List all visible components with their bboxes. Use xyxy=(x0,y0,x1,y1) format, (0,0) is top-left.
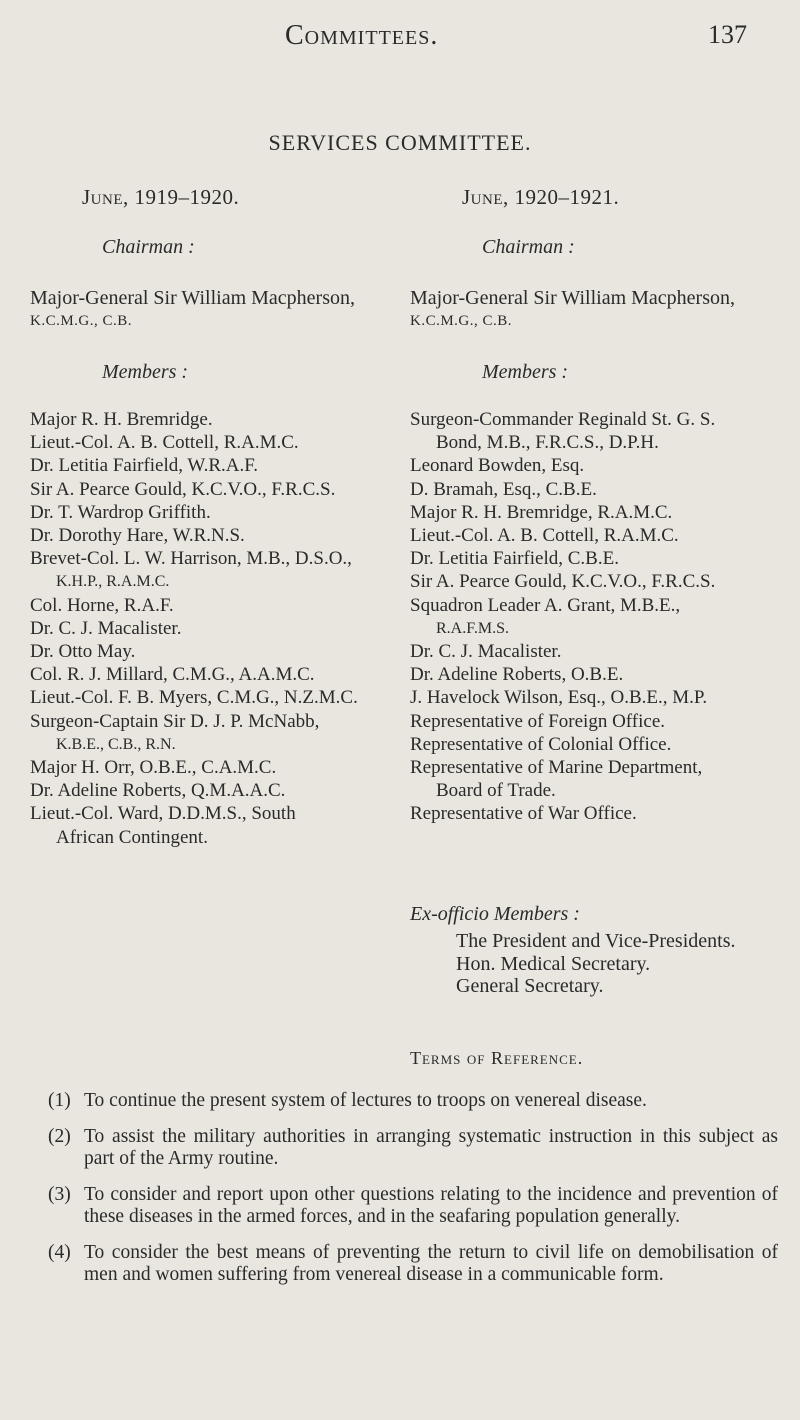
left-chairman xyxy=(30,287,410,333)
term-number: (4) xyxy=(48,1241,71,1263)
term-text: To consider the best means of preventing the return to civil life on demobilisation of men and women suffering from venereal disease in a communicable form. xyxy=(84,1241,778,1285)
member-entry: Major H. Orr, O.B.E., C.A.M.C. xyxy=(30,757,277,779)
terms-of-reference-title: Terms of Reference. xyxy=(410,1048,584,1068)
member-entry: Dr. Dorothy Hare, W.R.N.S. xyxy=(30,525,245,547)
member-entry: J. Havelock Wilson, Esq., O.B.E., M.P. xyxy=(410,687,708,709)
member-entry: Dr. Otto May. xyxy=(30,641,136,663)
term-item xyxy=(48,1242,778,1287)
member-entry: Dr. T. Wardrop Griffith. xyxy=(30,501,211,523)
member-entry: Squadron Leader A. Grant, M.B.E., xyxy=(410,594,681,616)
member-entry: Dr. C. J. Macalister. xyxy=(410,641,562,663)
page-number: 137 xyxy=(708,20,747,49)
member-entry: Representative of War Office. xyxy=(410,803,637,825)
left-chairman-honours: K.C.M.G., C.B. xyxy=(30,313,133,329)
term-text: To consider and report upon other questions relating to the incidence and prevention of these diseases in the armed forces, and in the seafaring population generally. xyxy=(84,1183,778,1227)
member-entry: Representative of Foreign Office. xyxy=(410,710,666,732)
term-text: To continue the present system of lectures to troops on venereal disease. xyxy=(84,1090,647,1111)
member-entry-continuation: African Contingent. xyxy=(56,826,208,848)
member-entry: Representative of Colonial Office. xyxy=(410,733,672,755)
member-entry: Surgeon-Captain Sir D. J. P. McNabb, xyxy=(30,710,320,732)
member-entry: Col. R. J. Millard, C.M.G., A.A.M.C. xyxy=(30,664,315,686)
member-entry: Major R. H. Bremridge, R.A.M.C. xyxy=(410,501,673,523)
term-item xyxy=(48,1184,778,1229)
right-chairman-honours: K.C.M.G., C.B. xyxy=(410,313,513,329)
member-entry: Lieut.-Col. A. B. Cottell, R.A.M.C. xyxy=(410,525,679,547)
right-column xyxy=(410,185,800,826)
left-column xyxy=(30,185,410,849)
running-head xyxy=(0,20,800,60)
member-entry: Sir A. Pearce Gould, K.C.V.O., F.R.C.S. xyxy=(30,478,336,500)
left-members-list xyxy=(30,408,410,849)
left-members-label: Members : xyxy=(102,361,189,383)
running-head-title: Committees. xyxy=(285,20,439,51)
member-entry: Representative of Marine Department, xyxy=(410,757,703,779)
member-entry: Sir A. Pearce Gould, K.C.V.O., F.R.C.S. xyxy=(410,571,716,593)
exofficio-label: Ex-officio Members : xyxy=(410,903,580,925)
member-entry-continuation: K.H.P., R.A.M.C. xyxy=(56,573,170,591)
exofficio-entry: General Secretary. xyxy=(456,975,604,997)
term-text: To assist the military authorities in arranging systematic instruction in this subject as part of the Army routine. xyxy=(84,1125,778,1169)
member-entry: Lieut.-Col. F. B. Myers, C.M.G., N.Z.M.C. xyxy=(30,687,358,709)
member-entry: Col. Horne, R.A.F. xyxy=(30,594,174,616)
exofficio-entry: The President and Vice-Presidents. xyxy=(456,930,736,952)
right-chairman-name: Major-General Sir William Macpherson, xyxy=(410,287,735,309)
exofficio-entry: Hon. Medical Secretary. xyxy=(456,952,651,975)
member-entry-continuation: R.A.F.M.S. xyxy=(436,619,509,637)
term-number: (1) xyxy=(48,1090,71,1111)
member-entry: Surgeon-Commander Reginald St. G. S. xyxy=(410,409,716,430)
member-entry: Dr. Letitia Fairfield, W.R.A.F. xyxy=(30,455,259,477)
term-number: (3) xyxy=(48,1183,71,1205)
section-title: SERVICES COMMITTEE. xyxy=(268,130,532,155)
member-entry: Dr. Adeline Roberts, Q.M.A.A.C. xyxy=(30,780,286,802)
member-entry: Leonard Bowden, Esq. xyxy=(410,455,585,477)
term-item xyxy=(48,1126,778,1171)
left-chairman-name: Major-General Sir William Macpherson, xyxy=(30,287,355,309)
term-item xyxy=(48,1090,778,1113)
member-entry: Lieut.-Col. A. B. Cottell, R.A.M.C. xyxy=(30,432,299,454)
left-chairman-label: Chairman : xyxy=(102,236,195,258)
exofficio-list xyxy=(456,930,735,998)
member-entry: D. Bramah, Esq., C.B.E. xyxy=(410,478,597,500)
right-members-label: Members : xyxy=(482,361,569,383)
member-entry: Lieut.-Col. Ward, D.D.M.S., South xyxy=(30,803,296,825)
member-entry: Dr. C. J. Macalister. xyxy=(30,617,182,639)
right-chairman-label: Chairman : xyxy=(482,236,575,258)
right-members-list xyxy=(410,408,800,826)
member-entry: Dr. Adeline Roberts, O.B.E. xyxy=(410,664,624,686)
member-entry-continuation: Board of Trade. xyxy=(436,780,556,802)
member-entry-continuation: Bond, M.B., F.R.C.S., D.P.H. xyxy=(436,432,659,454)
member-entry: Brevet-Col. L. W. Harrison, M.B., D.S.O., xyxy=(30,548,352,570)
term-number: (2) xyxy=(48,1125,71,1147)
right-year: June, 1920–1921. xyxy=(462,185,620,209)
member-entry-continuation: K.B.E., C.B., R.N. xyxy=(56,735,176,753)
terms-of-reference-list xyxy=(48,1090,778,1300)
member-entry: Dr. Letitia Fairfield, C.B.E. xyxy=(410,548,619,570)
right-chairman xyxy=(410,287,800,333)
left-year: June, 1919–1920. xyxy=(82,185,240,209)
member-entry: Major R. H. Bremridge. xyxy=(30,409,213,430)
